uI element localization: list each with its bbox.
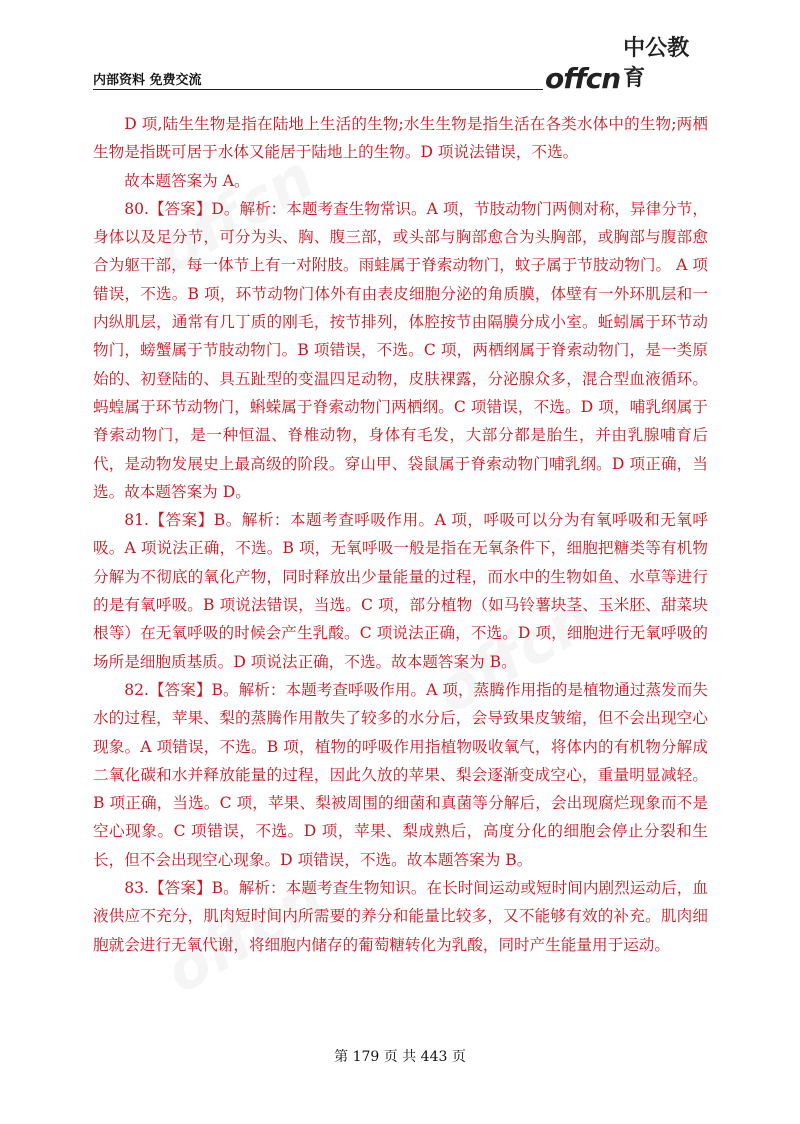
- logo-text: 中公教育: [623, 36, 690, 91]
- header-label: 内部资料 免费交流: [93, 73, 202, 88]
- paragraph: 故本题答案为 A。: [124, 171, 250, 190]
- paragraph: 82.【答案】B。解析：本题考查呼吸作用。A 项，蒸腾作用指的是植物通过蒸发而失水的过程，苹果、梨的蒸腾作用散失了较多的水分后，会导致果皮皱缩，但不会出现空心现象。A 项错误，不选。B 项，植物的呼吸作用指植物吸收氧气，将体内的有机物分解成二氧化碳和水并释放能量的过程，因此久放的苹果、梨会逐渐变成空心，重量明显减轻。B 项正确，当选。C 项，苹果、梨被周围的细菌和真菌等分解后，会出现腐烂现象而不是空心现象。C 项错误，不选。D 项，苹果、梨成熟后，高度分化的细胞会停止分裂和生长，但不会出现空心现象。D 项错误，不选。故本题答案为 B。: [93, 680, 708, 869]
- page-number: 第 179 页 共 443 页: [334, 1049, 466, 1065]
- paragraph: 83.【答案】B。解析：本题考查生物知识。在长时间运动或短时间内剧烈运动后，血液供应不充分，肌肉短时间内所需要的养分和能量比较多，又不能够有效的补充。肌肉细胞就会进行无氧代谢，将细胞内储存的葡萄糖转化为乳酸，同时产生能量用于运动。: [93, 879, 708, 954]
- document-body: [93, 110, 708, 959]
- paragraph: 81.【答案】B。解析：本题考查呼吸作用。A 项，呼吸可以分为有氧呼吸和无氧呼吸。A 项说法正确，不选。B 项，无氧呼吸一般是指在无氧条件下，细胞把糖类等有机物分解为不彻底的氧化产物，同时释放出少量能量的过程，而水中的生物如鱼、水草等进行的是有氧呼吸。B 项说法错误，当选。C 项，部分植物（如马铃薯块茎、玉米胚、甜菜块根等）在无氧呼吸的时候会产生乳酸。C 项说法正确，不选。D 项，细胞进行无氧呼吸的场所是细胞质基质。D 项说法正确，不选。故本题答案为 B。: [93, 511, 708, 671]
- offcn-logo: [545, 36, 710, 95]
- header-divider: [93, 89, 543, 90]
- paragraph: 80.【答案】D。解析：本题考查生物常识。A 项，节肢动物门两侧对称，异律分节，身体以及足分节，可分为头、胸、腹三部，或头部与胸部愈合为头胸部，或胸部与腹部愈合为躯干部，每一体节上有一对附肢。雨蛙属于脊索动物门，蚊子属于节肢动物门。 A 项错误，不选。B 项，环节动物门体外有由表皮细胞分泌的角质膜，体壁有一外环肌层和一内纵肌层，通常有几丁质的刚毛，按节排列，体腔按节由隔膜分成小室。蚯蚓属于环节动物门，螃蟹属于节肢动物门。B 项错误，不选。C 项，两栖纲属于脊索动物门，是一类原始的、初登陆的、具五趾型的变温四足动物，皮肤裸露，分泌腺众多，混合型血液循环。蚂蝗属于环节动物门，蝌蝾属于脊索动物门两栖纲。C 项错误，不选。D 项，哺乳纲属于脊索动物门，是一种恒温、脊椎动物，身体有毛发，大部分都是胎生，并由乳腺哺育后代，是动物发展史上最高级的阶段。穿山甲、袋鼠属于脊索动物门哺乳纲。D 项正确，当选。故本题答案为 D。: [93, 199, 708, 501]
- logo-mark: offcn: [545, 62, 621, 95]
- page-header: [93, 36, 710, 95]
- paragraph: D 项,陆生生物是指在陆地上生活的生物;水生生物是指生活在各类水体中的生物;两栖生物是指既可居于水体又能居于陆地上的生物。D 项说法错误，不选。: [93, 115, 708, 162]
